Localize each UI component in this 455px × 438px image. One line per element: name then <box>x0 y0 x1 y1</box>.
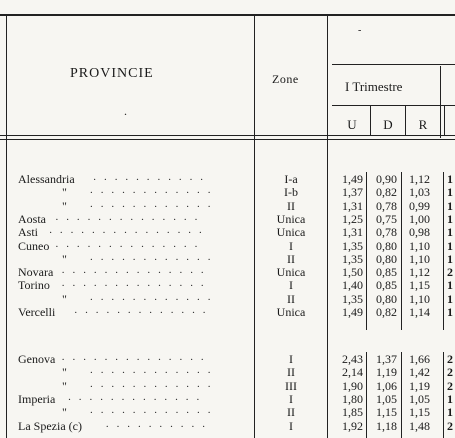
u-value: 1,31 <box>342 198 363 213</box>
next-column-value: 1 <box>447 305 453 319</box>
leader-dots: . . . . . . . . . . . . <box>90 404 214 417</box>
d-value: 0,90 <box>376 172 397 186</box>
r-value: 1,03 <box>409 185 430 200</box>
next-column-value: 1 <box>447 391 453 406</box>
r-value: 1,10 <box>409 251 430 266</box>
zone-value: I-a <box>284 172 298 186</box>
table-row <box>0 184 455 200</box>
r-value: 1,05 <box>409 391 430 406</box>
leader-dots: . . . . . . . . . . . <box>93 171 206 183</box>
header-bottom-rule-1 <box>0 135 455 136</box>
zone-header: Zone <box>272 72 299 86</box>
zone-value: Unica <box>276 305 306 319</box>
u-value: 1,90 <box>342 378 363 393</box>
u-value: 1,50 <box>342 265 363 280</box>
column-header-r: R <box>418 117 428 132</box>
subheader-rule <box>332 105 455 106</box>
leader-dots: . . . . . . . . . . . . . <box>68 390 202 403</box>
d-value: 1,06 <box>376 378 397 393</box>
province-name: " <box>62 198 67 213</box>
province-name: Cuneo <box>18 238 50 253</box>
r-value: 1,19 <box>409 378 430 393</box>
province-name: " <box>62 405 67 420</box>
provincie-header: PROVINCIE <box>70 66 154 81</box>
d-value: 1,19 <box>376 365 397 380</box>
province-name: Alessandria <box>18 172 75 186</box>
table-row <box>0 239 455 251</box>
zone-value: I <box>289 418 293 433</box>
period-header: I Trimestre <box>345 79 403 94</box>
next-column-value: 1 <box>447 251 453 266</box>
d-value: 1,15 <box>376 405 397 420</box>
leader-dots: . . . . . . . . . . <box>105 417 208 430</box>
d-value: 1,05 <box>376 391 397 406</box>
d-value: 0,78 <box>376 225 397 240</box>
provincie-header-dot: . <box>124 104 127 118</box>
province-name: La Spezia (c) <box>18 418 82 433</box>
leader-dots: . . . . . . . . . . . . . . . <box>49 224 205 237</box>
table-row <box>0 264 455 280</box>
table-row <box>0 404 455 420</box>
u-value: 1,85 <box>342 405 363 420</box>
r-value: 0,98 <box>409 225 430 240</box>
leader-dots: . . . . . . . . . . . . . . <box>61 351 207 363</box>
column-header-u: U <box>347 117 357 132</box>
u-value: 2,43 <box>342 352 363 366</box>
next-column-value: 2 <box>447 265 453 280</box>
leader-dots: . . . . . . . . . . . . <box>90 184 214 197</box>
zone-value: Unica <box>276 265 306 280</box>
u-value: 1,35 <box>342 251 363 266</box>
u-value: 1,25 <box>342 211 363 226</box>
leader-dots: . . . . . . . . . . . . . . <box>61 264 207 277</box>
u-value: 2,14 <box>342 365 363 380</box>
d-value: 1,18 <box>376 418 397 433</box>
table-row <box>0 364 455 380</box>
zone-value: II <box>287 251 295 266</box>
table-row <box>0 292 455 304</box>
r-value: 1,15 <box>409 278 430 293</box>
zone-value: Unica <box>276 225 306 240</box>
next-column-value: 2 <box>447 378 453 393</box>
next-column-value: 1 <box>447 405 453 420</box>
next-column-value: 1 <box>447 238 453 253</box>
next-column-value: 1 <box>447 198 453 213</box>
zone-value: I <box>289 238 293 253</box>
table-row <box>0 199 455 211</box>
u-d-divider <box>370 106 371 136</box>
zone-value: I-b <box>284 185 298 200</box>
leader-dots: . . . . . . . . . . . . . <box>74 304 209 316</box>
r-value: 1,15 <box>409 405 430 420</box>
table-row <box>0 224 455 240</box>
table-row <box>0 172 455 184</box>
province-name: " <box>62 185 67 200</box>
zone-value: II <box>287 198 295 213</box>
zone-value: I <box>289 352 293 366</box>
u-value: 1,40 <box>342 278 363 293</box>
table-row <box>0 379 455 391</box>
d-value: 0,80 <box>376 238 397 253</box>
zone-value: I <box>289 278 293 293</box>
d-value: 1,37 <box>376 352 397 366</box>
leader-dots: . . . . . . . . . . . . <box>90 290 214 303</box>
province-name: " <box>62 291 67 306</box>
leader-dots: . . . . . . . . . . . . . . <box>55 237 200 250</box>
u-value: 1,35 <box>342 238 363 253</box>
u-value: 1,31 <box>342 225 363 240</box>
province-name: Asti <box>18 225 39 240</box>
next-column-value: 1 <box>447 211 453 226</box>
next-column-value: 2 <box>447 352 453 366</box>
d-value: 0,82 <box>376 185 397 200</box>
province-name: " <box>62 365 67 380</box>
zone-value: Unica <box>276 211 306 226</box>
province-name: Vercelli <box>18 305 56 319</box>
edge-divider <box>444 106 445 136</box>
leader-dots: . . . . . . . . . . . . <box>90 197 214 210</box>
province-name: Torino <box>18 278 50 293</box>
province-name: Aosta <box>18 211 46 226</box>
leader-dots: . . . . . . . . . . . . . . <box>61 277 207 290</box>
period-rule <box>332 64 455 65</box>
u-value: 1,92 <box>342 418 363 433</box>
d-value: 0,80 <box>376 291 397 306</box>
d-value: 0,85 <box>376 278 397 293</box>
leader-dots: . . . . . . . . . . . . <box>90 377 214 390</box>
province-name: " <box>62 251 67 266</box>
zone-value: II <box>287 365 295 380</box>
column-header-d: D <box>383 117 393 132</box>
u-value: 1,37 <box>342 185 363 200</box>
r-value: 1,48 <box>409 418 430 433</box>
leader-dots: . . . . . . . . . . . . . . <box>55 210 200 223</box>
zone-value: II <box>287 405 295 420</box>
d-value: 0,85 <box>376 265 397 280</box>
province-name: Imperia <box>18 391 56 406</box>
table-row <box>0 277 455 293</box>
table-row <box>0 305 455 317</box>
zone-value: III <box>285 378 297 393</box>
d-value: 0,82 <box>376 305 397 319</box>
period-divider <box>440 66 441 138</box>
r-value: 1,00 <box>409 211 430 226</box>
next-column-value: 1 <box>447 278 453 293</box>
header-top-dash: - <box>358 25 362 36</box>
next-column-value: 1 <box>447 291 453 306</box>
top-rule <box>0 14 455 16</box>
r-value: 1,66 <box>409 352 430 366</box>
leader-dots: . . . . . . . . . . . . <box>90 364 214 377</box>
next-column-value: 2 <box>447 365 453 380</box>
next-column-value: 1 <box>447 185 453 200</box>
d-value: 0,80 <box>376 251 397 266</box>
table-row <box>0 212 455 224</box>
r-value: 1,12 <box>409 265 430 280</box>
r-value: 0,99 <box>409 198 430 213</box>
next-column-value: 1 <box>447 172 453 186</box>
u-value: 1,49 <box>342 305 363 319</box>
r-value: 1,10 <box>409 291 430 306</box>
d-value: 0,75 <box>376 211 397 226</box>
table-row <box>0 419 455 431</box>
d-r-divider <box>405 106 406 136</box>
province-name: " <box>62 378 67 393</box>
u-value: 1,49 <box>342 172 363 186</box>
province-name: Novara <box>18 265 54 280</box>
r-value: 1,10 <box>409 238 430 253</box>
zone-value: II <box>287 291 295 306</box>
next-column-value: 1 <box>447 225 453 240</box>
next-column-value: 2 <box>447 418 453 433</box>
u-value: 1,35 <box>342 291 363 306</box>
u-value: 1,80 <box>342 391 363 406</box>
leader-dots: . . . . . . . . . . . . <box>90 250 214 263</box>
r-value: 1,42 <box>409 365 430 380</box>
table-row <box>0 352 455 364</box>
table-row <box>0 392 455 404</box>
r-value: 1,14 <box>409 305 430 319</box>
zone-value: I <box>289 391 293 406</box>
province-name: Genova <box>18 352 56 366</box>
table-row <box>0 252 455 264</box>
header-bottom-rule-2 <box>0 139 455 140</box>
r-value: 1,12 <box>409 172 430 186</box>
d-value: 0,78 <box>376 198 397 213</box>
